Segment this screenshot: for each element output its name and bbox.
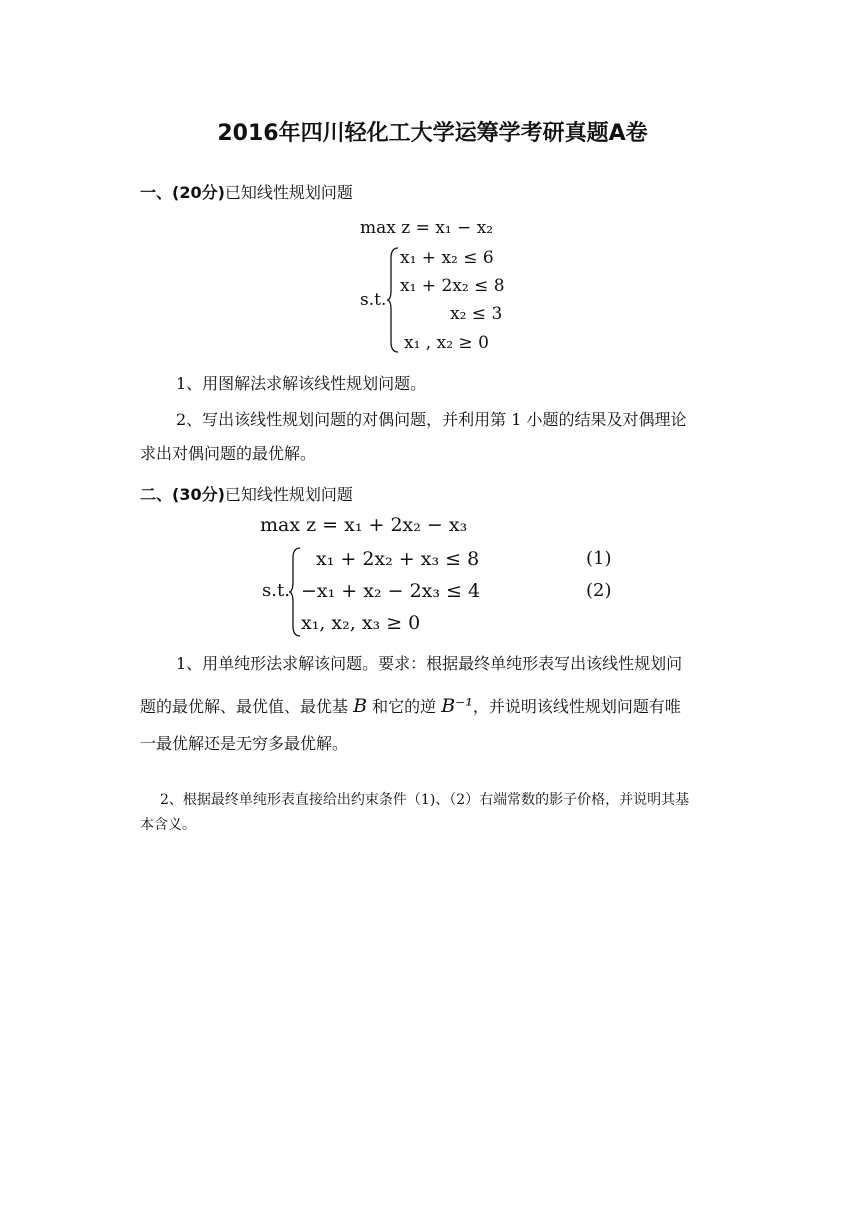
q2-subquestion-2-line-2: 本含义。 bbox=[140, 817, 196, 833]
question-1-heading bbox=[140, 180, 353, 203]
q1-constraint-3: x₂ ≤ 3 bbox=[450, 304, 503, 324]
q1-objective: max z = x₁ − x₂ bbox=[360, 218, 494, 238]
q2-constraint-label-1: (1) bbox=[586, 548, 612, 569]
q2-sub1-text-e: ，并说明该线性规划问题有唯 bbox=[472, 697, 681, 716]
q2-st-label: s.t. bbox=[262, 580, 290, 601]
q1-constraint-1: x₁ + x₂ ≤ 6 bbox=[400, 248, 494, 268]
q2-brace bbox=[288, 546, 302, 638]
q2-objective: max z = x₁ + 2x₂ − x₃ bbox=[260, 514, 468, 536]
question-2-heading bbox=[140, 482, 353, 505]
q2-sub1-text-c: 和它的逆 bbox=[372, 697, 437, 716]
q2-constraint-label-2: (2) bbox=[586, 580, 612, 601]
q1-subquestion-2-line-2: 求出对偶问题的最优解。 bbox=[140, 444, 317, 463]
q2-constraint-2: −x₁ + x₂ − 2x₃ ≤ 4 bbox=[301, 580, 481, 602]
q1-brace bbox=[386, 246, 400, 354]
q1-constraint-2: x₁ + 2x₂ ≤ 8 bbox=[400, 276, 505, 296]
q2-constraint-3: x₁, x₂, x₃ ≥ 0 bbox=[301, 612, 421, 634]
q2-subquestion-1-line-3: 一最优解还是无穷多最优解。 bbox=[140, 734, 349, 753]
q1-st-label: s.t. bbox=[360, 290, 387, 310]
question-2-heading-text: 已知线性规划问题 bbox=[224, 485, 353, 504]
q2-constraint-1: x₁ + 2x₂ + x₃ ≤ 8 bbox=[316, 548, 480, 570]
question-2-number: 二、(30分) bbox=[140, 485, 225, 504]
page-title: 2016年四川轻化工大学运筹学考研真题A卷 bbox=[217, 121, 648, 146]
question-1-number: 一、(20分) bbox=[140, 183, 225, 202]
q2-subquestion-1-line-1: 1、用单纯形法求解该问题。要求：根据最终单纯形表写出该线性规划问 bbox=[176, 654, 683, 673]
basis-inverse-symbol: B⁻¹ bbox=[441, 695, 473, 717]
q2-subquestion-2-line-1: 2、根据最终单纯形表直接给出约束条件（1)、（2）右端常数的影子价格，并说明其基 bbox=[160, 792, 690, 808]
q2-sub1-text-a: 题的最优解、最优值、最优基 bbox=[140, 697, 349, 716]
q2-subquestion-1-line-2 bbox=[140, 688, 681, 725]
q1-subquestion-2-line-1: 2、写出该线性规划问题的对偶问题，并利用第 1 小题的结果及对偶理论 bbox=[176, 410, 687, 429]
q1-subquestion-1: 1、用图解法求解该线性规划问题。 bbox=[176, 374, 427, 393]
question-1-heading-text: 已知线性规划问题 bbox=[224, 183, 353, 202]
q1-constraint-4: x₁ , x₂ ≥ 0 bbox=[404, 333, 489, 353]
basis-symbol: B bbox=[353, 695, 368, 717]
